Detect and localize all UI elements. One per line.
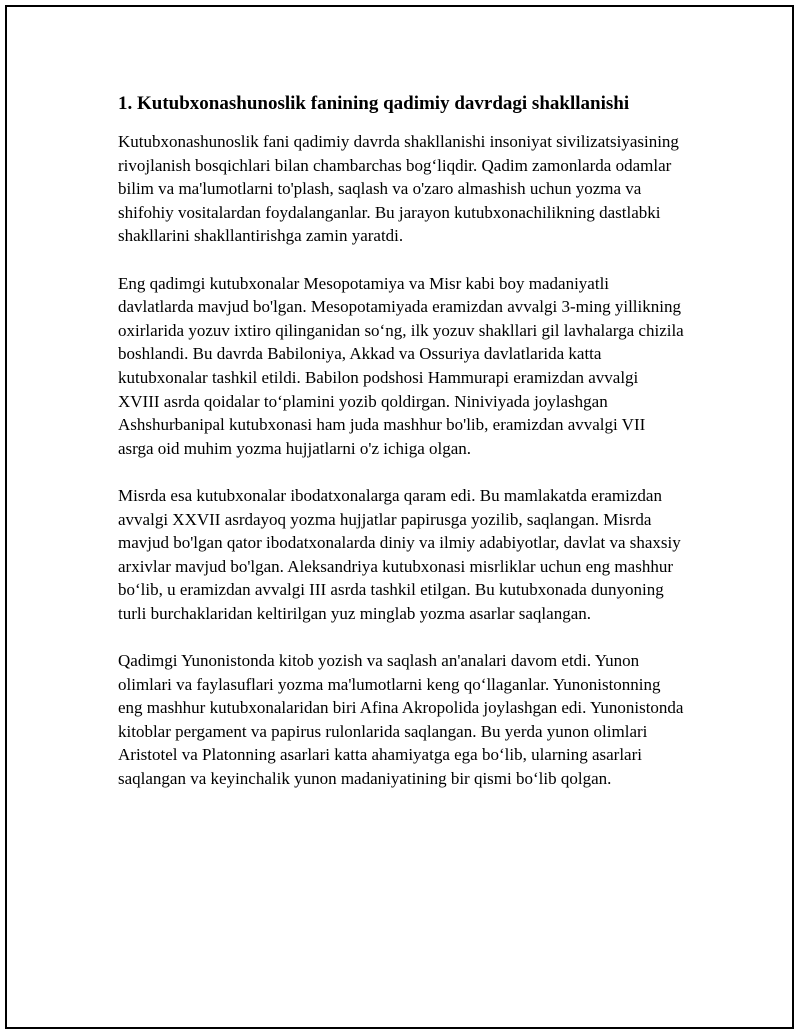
paragraph-intro: Kutubxonashunoslik fani qadimiy davrda shakllanishi insoniyat sivilizatsiyasining rivojlanish bosqichlari bilan chambarchas bog‘liqdir. Qadim zamonlarda odamlar bilim va ma'lumotlarni to'plash, saqlash va o'zaro almashish uchun yozma va shifohiy vositalardan foydalanganlar. Bu jarayon kutubxonachilikning dastlabki shakllarini shakllantirishga zamin yaratdi. — [118, 132, 679, 246]
paragraph-mesopotamia: Eng qadimgi kutubxonalar Mesopotamiya va Misr kabi boy madaniyatli davlatlarda mavjud bo'lgan. Mesopotamiyada eramizdan avvalgi 3-ming yillikning oxirlarida yozuv ixtiro qilinganidan so‘ng, ilk yozuv shakllari gil lavhalarga chizila boshlandi. Bu davrda Babiloniya, Akkad va Ossuriya davlatlarida katta kutubxonalar tashkil etildi. Babilon podshosi Hammurapi eramizdan avvalgi XVIII asrda qoidalar to‘plamini yozib qoldirgan. Niniviyada joylashgan Ashshurbanipal kutubxonasi ham juda mashhur bo'lib, eramizdan avvalgi VII asrga oid muhim yozma hujjatlarni o'z ichiga olgan. — [118, 273, 684, 458]
paragraph-egypt: Misrda esa kutubxonalar ibodatxonalarga qaram edi. Bu mamlakatda eramizdan avvalgi XXVII asrdayoq yozma hujjatlar papirusga yozilib, saqlangan. Misrda mavjud bo'lgan qator ibodatxonalarda diniy va ilmiy adabiyotlar, davlat va shaxsiy arxivlar mavjud bo'lgan. Aleksandriya kutubxonasi misrliklar uchun eng mashhur bo‘lib, u eramizdan avvalgi III asrda tashkil etilgan. Bu kutubxonada dunyoning turli burchaklaridan keltirilgan yuz minglab yozma asarlar saqlangan. — [118, 485, 681, 623]
section-heading: 1. Kutubxonashunoslik fanining qadimiy davrdagi shakllanishi — [118, 93, 630, 114]
document-body — [118, 92, 684, 814]
paragraph-greece: Qadimgi Yunonistonda kitob yozish va saqlash an'analari davom etdi. Yunon olimlari va faylasuflari yozma ma'lumotlarni keng qo‘llaganlar. Yunonistonning eng mashhur kutubxonalaridan biri Afina Akropolida joylashgan edi. Yunonistonda kitoblar pergament va papirus rulonlarida saqlangan. Bu yerda yunon olimlari Aristotel va Platonning asarlari katta ahamiyatga ega bo‘lib, ularning asarlari saqlangan va keyinchalik yunon madaniyatining bir qismi bo‘lib qolgan. — [118, 651, 684, 789]
